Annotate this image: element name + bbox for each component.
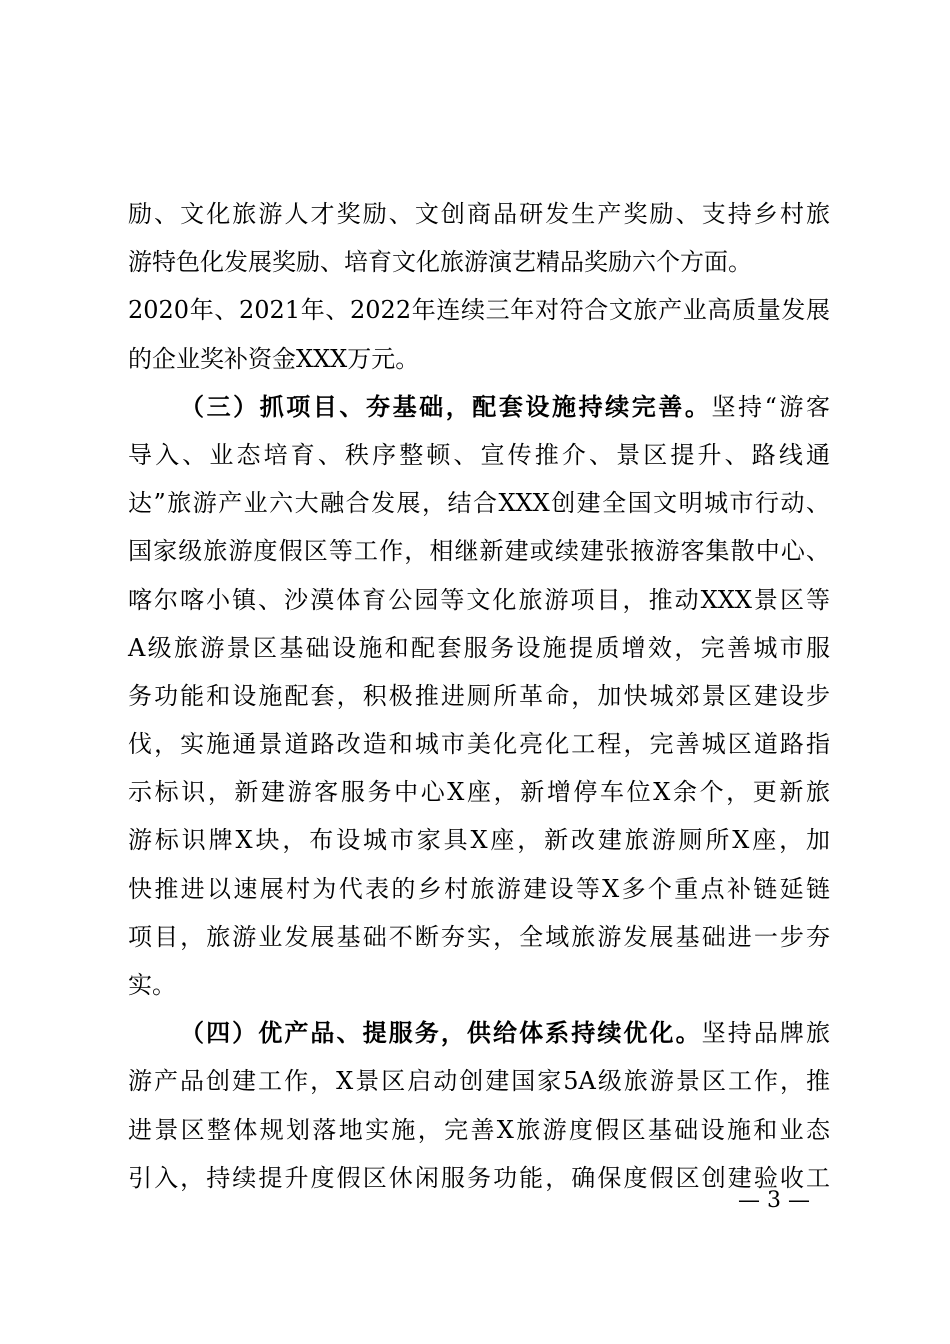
paragraph-line: 游产品创建工作，X景区启动创建国家5A级旅游景区工作，推 [128,1067,830,1096]
paragraph-line: 的企业奖补资金XXX万元。 [128,344,420,373]
paragraph-line: 务功能和设施配套，积极推进厕所革命，加快城郊景区建设步 [128,681,830,710]
paragraph-line: 游特色化发展奖励、培育文化旅游演艺精品奖励六个方面。 [128,248,752,277]
paragraph-line: 引入，持续提升度假区休闲服务功能，确保度假区创建验收工 [128,1163,830,1192]
paragraph-line: 喀尔喀小镇、沙漠体育公园等文化旅游项目，推动XXX景区等 [128,585,830,614]
paragraph-line: 游标识牌X块，布设城市家具X座，新改建旅游厕所X座，加 [128,826,830,855]
paragraph-line: A级旅游景区基础设施和配套服务设施提质增效，完善城市服 [128,633,830,662]
paragraph-line: 进景区整体规划落地实施，完善X旅游度假区基础设施和业态 [128,1115,830,1144]
paragraph-line: 示标识，新建游客服务中心X座，新增停车位X余个，更新旅 [128,778,830,807]
section-3-first-line-text: 坚持“游客 [711,392,830,421]
paragraph-line: 快推进以速展村为代表的乡村旅游建设等X多个重点补链延链 [128,874,830,903]
document-body [128,190,830,1202]
section-3-heading: （三）抓项目、夯基础，配套设施持续完善。 [180,391,712,421]
paragraph-line: 励、文化旅游人才奖励、文创商品研发生产奖励、支持乡村旅 [128,200,830,228]
section-4-first-line-text: 坚持品牌旅 [701,1019,831,1048]
paragraph-line: 达”旅游产业六大融合发展，结合XXX创建全国文明城市行动、 [128,489,830,518]
paragraph-line: 国家级旅游度假区等工作，相继新建或续建张掖游客集散中心、 [128,537,830,566]
paragraph-line: 项目，旅游业发展基础不断夯实，全域旅游发展基础进一步夯 [128,922,830,951]
section-4-heading: （四）优产品、提服务，供给体系持续优化。 [180,1018,702,1048]
section-3-first-line [128,383,830,431]
paragraph-line: 伐，实施通景道路改造和城市美化亮化工程，完善城区道路指 [128,730,830,759]
paragraph-line: 导入、业态培育、秩序整顿、宣传推介、景区提升、路线通 [128,440,830,469]
section-4-first-line [128,1009,830,1057]
page-number: — 3 — [738,1188,810,1213]
paragraph-line: 2020年、2021年、2022年连续三年对符合文旅产业高质量发展 [128,296,830,325]
paragraph-line: 实。 [128,971,176,999]
